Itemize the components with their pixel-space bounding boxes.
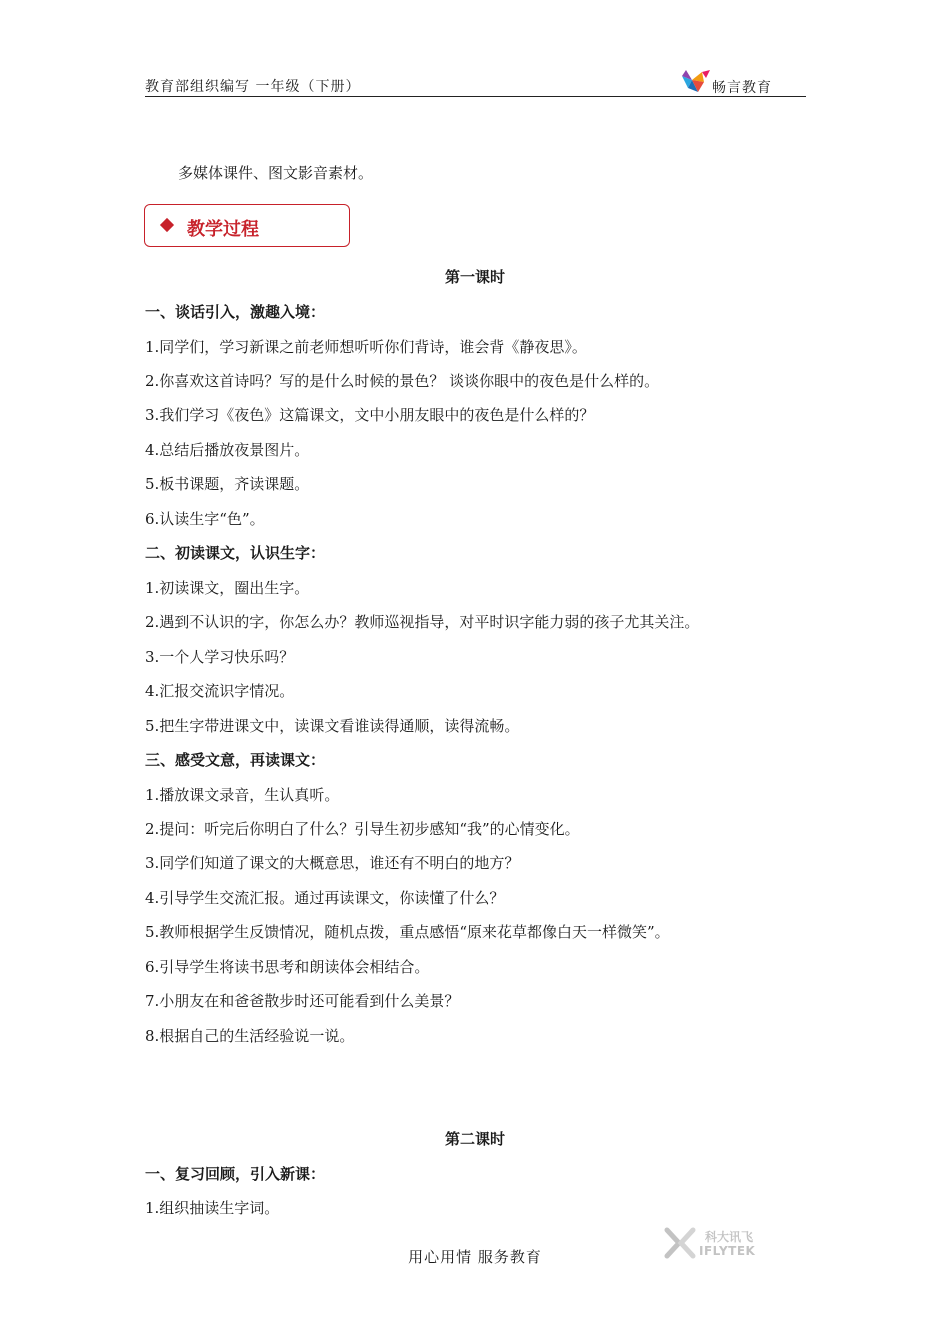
watermark (663, 1226, 773, 1264)
list-item: 1.初读课文，圈出生字。 (145, 579, 310, 597)
part-heading: 一、复习回顾，引入新课： (145, 1165, 326, 1183)
diamond-icon (160, 218, 174, 232)
list-item: 4.总结后播放夜景图片。 (145, 441, 310, 459)
list-item: 2.遇到不认识的字，你怎么办？教师巡视指导，对平时识字能力弱的孩子尤其关注。 (145, 613, 700, 631)
part-heading: 二、初读课文，认识生字： (145, 544, 326, 562)
list-item: 5.板书课题，齐读课题。 (145, 475, 310, 493)
footer-slogan: 用心用情 服务教育 (408, 1248, 542, 1266)
part-heading: 三、感受文意，再读课文： (145, 751, 326, 769)
list-item: 1.组织抽读生字词。 (145, 1199, 280, 1217)
materials-text: 多媒体课件、图文影音素材。 (178, 164, 374, 182)
iflytek-x-icon (663, 1226, 697, 1260)
list-item: 3.一个人学习快乐吗？ (145, 648, 295, 666)
list-item: 7.小朋友在和爸爸散步时还可能看到什么美景？ (145, 992, 460, 1010)
list-item: 6.引导学生将读书思考和朗读体会相结合。 (145, 958, 430, 976)
lesson-title: 第一课时 (444, 268, 505, 286)
watermark-en: IFLYTEK (699, 1244, 756, 1258)
list-item: 8.根据自己的生活经验说一说。 (145, 1027, 355, 1045)
list-item: 2.你喜欢这首诗吗？写的是什么时候的景色？ 谈谈你眼中的夜色是什么样的。 (145, 372, 660, 390)
list-item: 4.引导学生交流汇报。通过再读课文，你读懂了什么？ (145, 889, 505, 907)
list-item: 1.同学们，学习新课之前老师想听听你们背诗，谁会背《静夜思》。 (145, 338, 587, 356)
section-label: 教学过程 (187, 219, 259, 240)
lesson-title: 第二课时 (444, 1130, 505, 1148)
list-item: 5.教师根据学生反馈情况，随机点拨，重点感悟“原来花草都像白天一样微笑”。 (145, 923, 670, 941)
list-item: 1.播放课文录音，生认真听。 (145, 786, 340, 804)
header-title: 教育部组织编写 一年级（下册） (145, 79, 361, 95)
list-item: 2.提问：听完后你明白了什么？引导生初步感知“我”的心情变化。 (145, 820, 580, 838)
section-banner (144, 204, 350, 247)
part-heading: 一、谈话引入，激趣入境： (145, 303, 326, 321)
header-divider (145, 96, 806, 97)
list-item: 6.认读生字“色”。 (145, 510, 265, 528)
list-item: 3.我们学习《夜色》这篇课文，文中小朋友眼中的夜色是什么样的？ (145, 406, 595, 424)
watermark-cn: 科大讯飞 (705, 1230, 754, 1244)
list-item: 3.同学们知道了课文的大概意思，谁还有不明白的地方？ (145, 854, 520, 872)
list-item: 4.汇报交流识字情况。 (145, 682, 295, 700)
bird-logo-icon (678, 66, 712, 94)
list-item: 5.把生字带进课文中，读课文看谁读得通顺，读得流畅。 (145, 717, 520, 735)
header-brand: 畅言教育 (712, 80, 772, 96)
